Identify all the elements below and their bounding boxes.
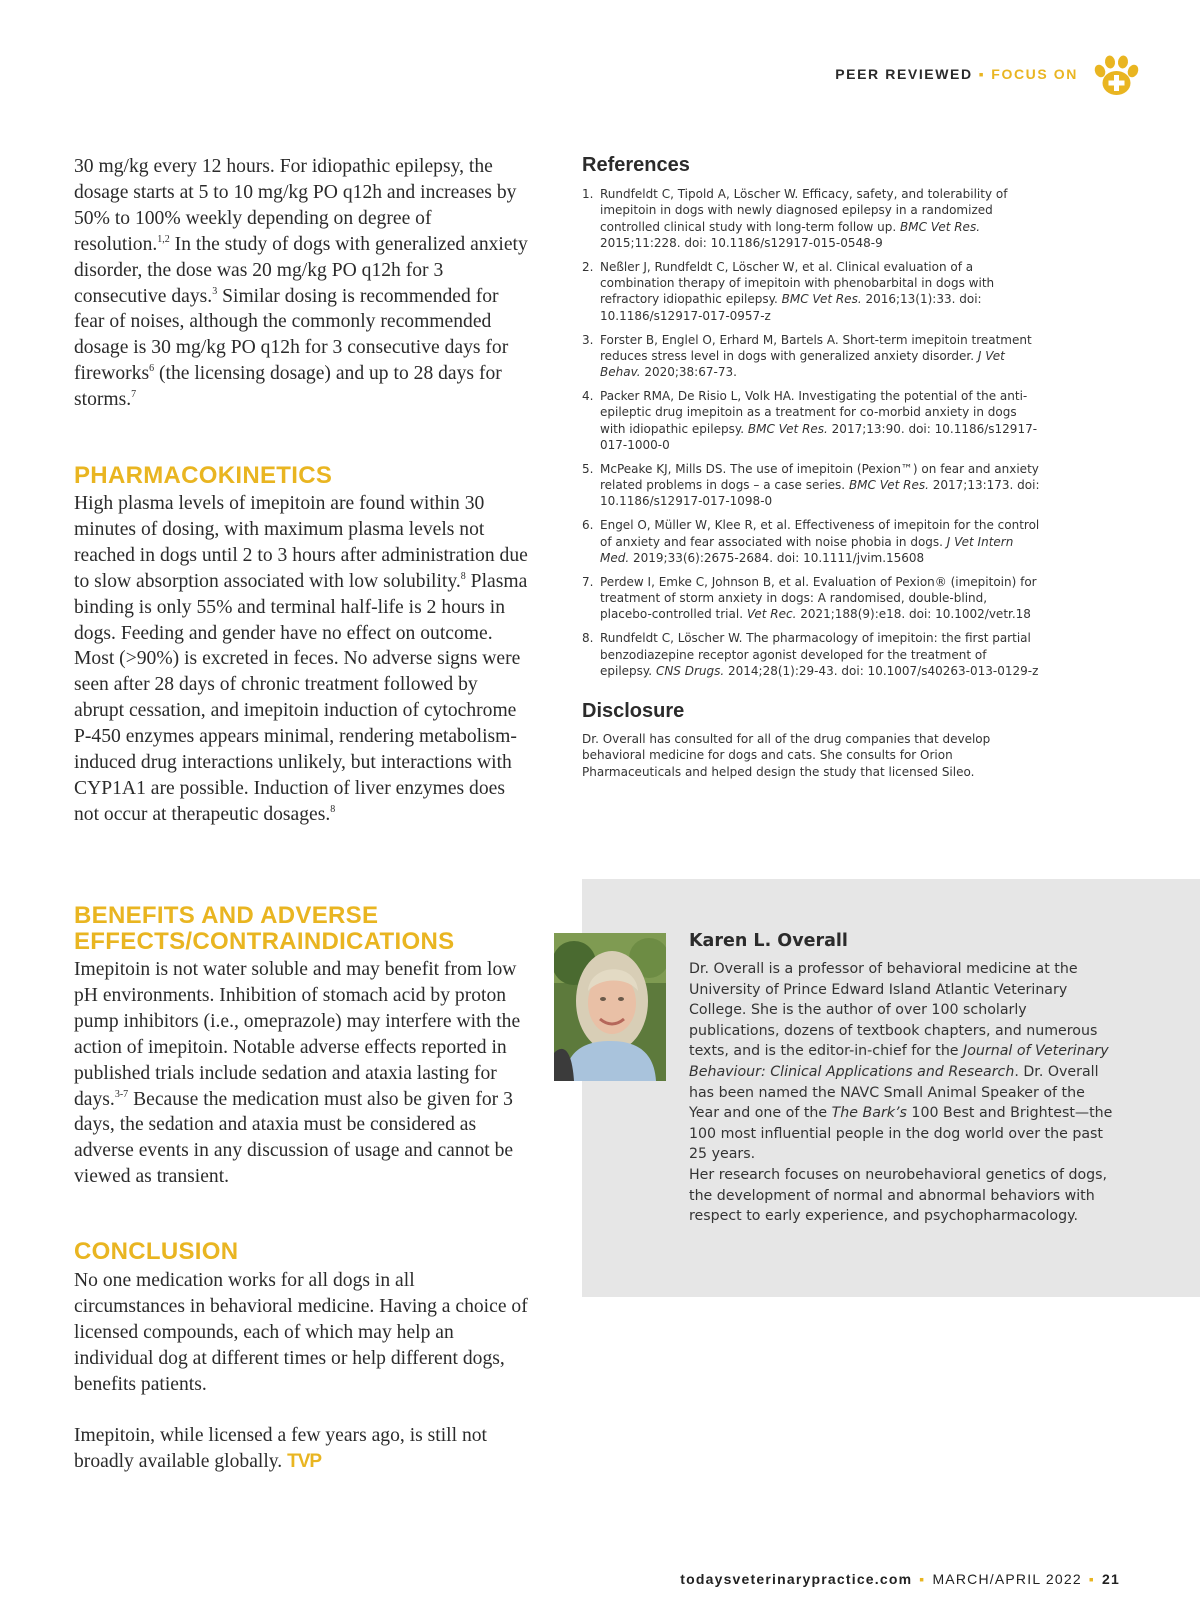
reference-item: 6. Engel O, Müller W, Klee R, et al. Effectiveness of imepitoin for the control of anxiety and fear associated with noise phobia in dogs. J Vet Intern Med. 2019;33(6):2675-2684. doi: 10.1111/jvim.15608 — [582, 518, 1040, 565]
footer-separator: ▪ — [1088, 1571, 1096, 1587]
disclosure-heading: Disclosure — [582, 700, 685, 722]
author-name: Karen L. Overall — [689, 931, 848, 951]
footer-website: todaysveterinarypractice.com — [680, 1571, 913, 1587]
reference-item: 2. Neßler J, Rundfeldt C, Löscher W, et al. Clinical evaluation of a combination therapy of imepitoin with phenobarbital in dogs with refractory idiopathic epilepsy. BMC Vet Res. 2016;13(1):33. doi: 10.1186/s12917-017-0957-z — [582, 259, 995, 323]
benefits-paragraph: Imepitoin is not water soluble and may benefit from low pH environments. Inhibition of stomach acid by proton pump inhibitors (i.e., omeprazole) may interfere with the action of imepitoin. Notable adverse effects reported in published trials include sedation and ataxia lasting for days.$^{3-7}$ Because the medication must also be given for 3 days, the sedation and ataxia must be considered as adverse events in any discussion of usage and cannot be viewed as transient. — [74, 959, 521, 1188]
conclusion-paragraph-1: No one medication works for all dogs in all circumstances in behavioral medicine. Having a choice of licensed compounds, each of which may help an individual dog at different times or help different dogs, benefits patients. — [74, 1270, 528, 1395]
benefits-heading: BENEFITS AND ADVERSE EFFECTS/CONTRAINDICATIONS — [74, 902, 455, 955]
footer-issue: MARCH/APRIL 2022 — [932, 1571, 1082, 1587]
tvp-logo: TVP — [287, 1450, 322, 1472]
references-heading: References — [582, 154, 690, 176]
author-bio-text: Dr. Overall is a professor of behavioral medicine at the University of Prince Edward Island Atlantic Veterinary College. She is the author of over 100 scholarly publications, dozens of textbook chapters, and numerous texts, and is the editor-in-chief for the Journal of Veterinary Behaviour: Clinical Applications and Research. Dr. Overall has been named the NAVC Small Animal Speaker of the Year and one of the The Bark’s 100 Best and Brightest—the 100 most influential people in the dog world over the past 25 years. Her research focuses on neurobehavioral genetics of dogs, the development of normal and abnormal behaviors with respect to early experience, and psychopharmacology. — [689, 961, 1113, 1225]
reference-item: 5. McPeake KJ, Mills DS. The use of imepitoin (Pexion™) on fear and anxiety related problems in dogs – a case series. BMC Vet Res. 2017;13:173. doi: 10.1186/s12917-017-1098-0 — [582, 461, 1040, 509]
reference-item: 4. Packer RMA, De Risio L, Volk HA. Investigating the potential of the anti-epileptic drug imepitoin as a treatment for co-morbid anxiety in dogs with idiopathic epilepsy. BMC Vet Res. 2017;13:90. doi: 10.1186/s12917-017-1000-0 — [582, 389, 1038, 452]
header-separator: ▪ — [978, 66, 986, 82]
pharmacokinetics-heading: PHARMACOKINETICS — [74, 462, 333, 489]
reference-item: 8. Rundfeldt C, Löscher W. The pharmacology of imepitoin: the first partial benzodiazepine receptor agonist developed for the treatment of epilepsy. CNS Drugs. 2014;28(1):29-43. doi: 10.1007/s40263-013-0129-z — [582, 631, 1039, 678]
pharmacokinetics-paragraph: High plasma levels of imepitoin are found within 30 minutes of dosing, with maximum plasma levels not reached in dogs until 2 to 3 hours after administration due to slow absorption associated with low solubility.$^8$ Plasma binding is only 55% and terminal half-life is 2 hours in dogs. Feeding and gender have no effect on outcome. Most (>90%) is excreted in feces. No adverse signs were seen after 28 days of chronic treatment followed by abrupt cessation, and imepitoin induction of cytochrome P-450 enzymes appears minimal, rendering metabolism-induced drug interactions unlikely, but interactions with CYP1A1 are possible. Induction of liver enzymes does not occur at therapeutic dosages.$^8$ — [74, 493, 528, 825]
peer-reviewed-label: PEER REVIEWED — [835, 66, 973, 82]
conclusion-paragraph-2: Imepitoin, while licensed a few years ago, is still not broadly available globally. TVP — [74, 1425, 487, 1472]
page-footer — [680, 1571, 1120, 1587]
reference-item: 3. Forster B, Englel O, Erhard M, Bartels A. Short-term imepitoin treatment reduces stress level in dogs with generalized anxiety disorder. J Vet Behav. 2020;38:67-73. — [582, 332, 1032, 380]
paw-plus-icon — [1092, 54, 1142, 98]
reference-item: 1. Rundfeldt C, Tipold A, Löscher W. Efficacy, safety, and tolerability of imepitoin in dogs with newly diagnosed epilepsy in a randomized controlled clinical study with long-term follow up. BMC Vet Res. 2015;11:228. doi: 10.1186/s12917-015-0548-9 — [582, 187, 1008, 250]
references-list — [582, 186, 1042, 687]
reference-item: 7. Perdew I, Emke C, Johnson B, et al. Evaluation of Pexion® (imepitoin) for treatment of storm anxiety in dogs: A randomised, double-blind, placebo-controlled trial. Vet Rec. 2021;188(9):e18. doi: 10.1002/vetr.18 — [582, 574, 1037, 622]
footer-separator: ▪ — [919, 1571, 926, 1587]
conclusion-heading: CONCLUSION — [74, 1238, 239, 1265]
author-photo — [554, 933, 666, 1081]
focus-on-label: FOCUS ON — [991, 66, 1078, 82]
running-header — [835, 66, 1078, 82]
intro-paragraph: 30 mg/kg every 12 hours. For idiopathic epilepsy, the dosage starts at 5 to 10 mg/kg PO q12h and increases by 50% to 100% weekly depending on degree of resolution.$^{1,2}$ In the study of dogs with generalized anxiety disorder, the dose was 20 mg/kg PO q12h for 3 consecutive days.$^3$ Similar dosing is recommended for fear of noises, although the commonly recommended dosage is 30 mg/kg PO q12h for 3 consecutive days for fireworks$^6$ (the licensing dosage) and up to 28 days for storms.$^7$ — [74, 156, 528, 411]
disclosure-text: Dr. Overall has consulted for all of the drug companies that develop behavioral medicine for dogs and cats. She consults for Orion Pharmaceuticals and helped design the study that licensed Sileo. — [582, 732, 991, 779]
page-number: 21 — [1102, 1571, 1120, 1587]
